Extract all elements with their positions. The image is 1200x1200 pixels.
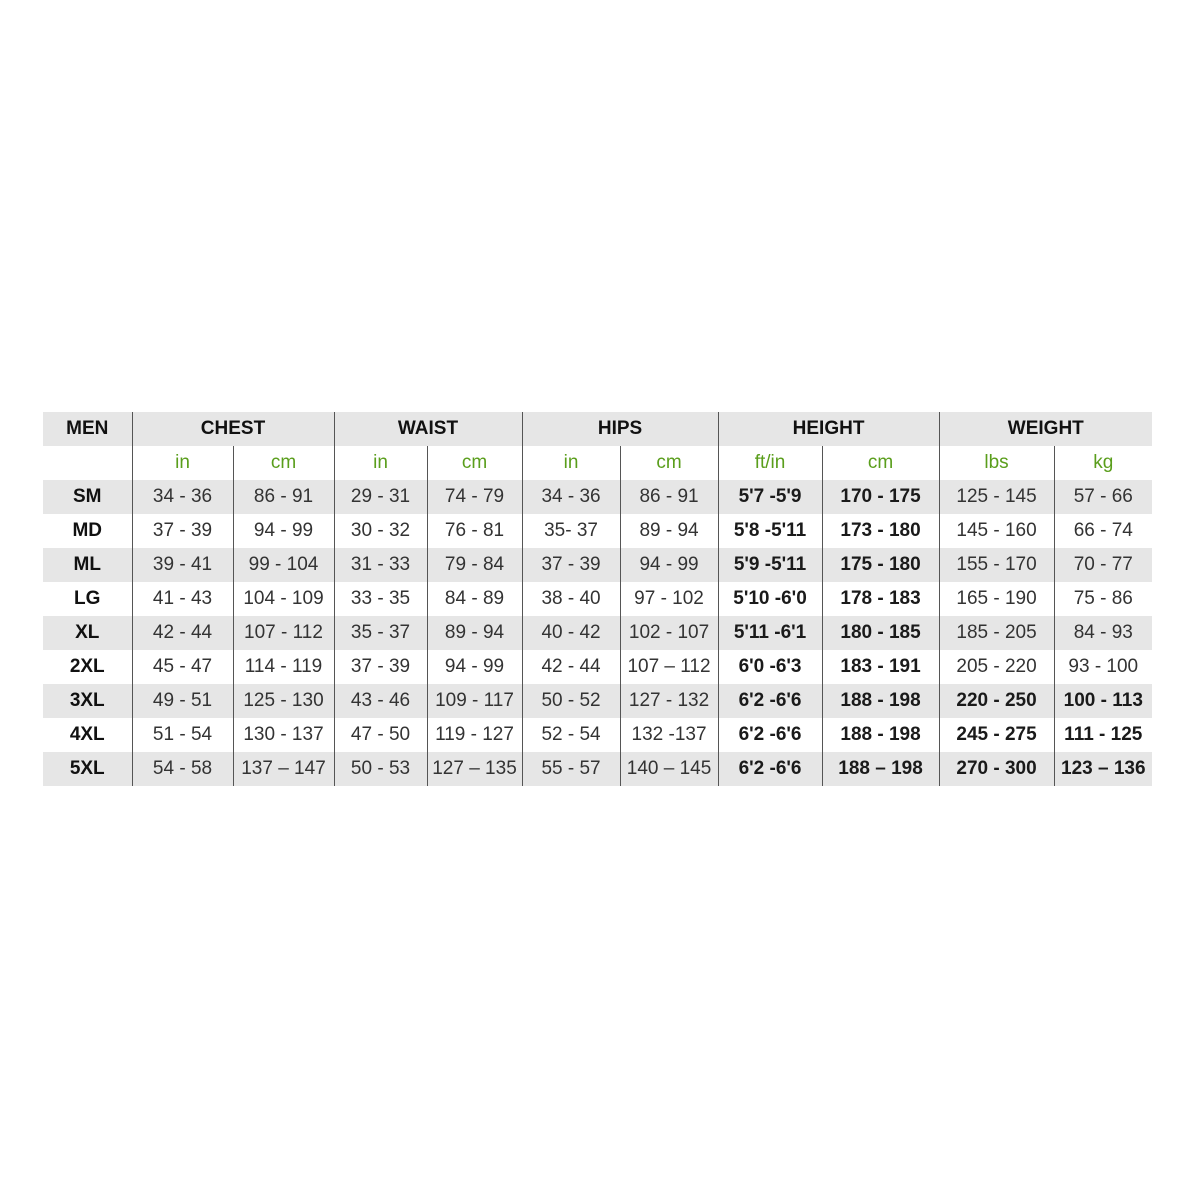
unit-cell: in	[522, 446, 620, 480]
size-label: SM	[43, 480, 132, 514]
size-value-cell: 94 - 99	[620, 548, 718, 582]
size-value-cell: 37 - 39	[334, 650, 427, 684]
size-value-cell: 188 – 198	[822, 752, 939, 786]
size-value-cell: 84 - 89	[427, 582, 522, 616]
size-value-cell: 42 - 44	[132, 616, 233, 650]
size-value-cell: 39 - 41	[132, 548, 233, 582]
unit-cell: kg	[1054, 446, 1152, 480]
size-value-cell: 170 - 175	[822, 480, 939, 514]
size-value-cell: 125 - 130	[233, 684, 334, 718]
size-value-cell: 52 - 54	[522, 718, 620, 752]
unit-cell: in	[132, 446, 233, 480]
size-value-cell: 34 - 36	[522, 480, 620, 514]
size-value-cell: 55 - 57	[522, 752, 620, 786]
size-value-cell: 66 - 74	[1054, 514, 1152, 548]
size-label: 3XL	[43, 684, 132, 718]
men-header: MEN	[43, 412, 132, 446]
size-label: 4XL	[69, 724, 105, 745]
size-value-cell: 43 - 46	[334, 684, 427, 718]
size-value-cell: 49 - 51	[132, 684, 233, 718]
size-value-cell: 107 – 112	[620, 650, 718, 684]
size-value-cell: 79 - 84	[427, 548, 522, 582]
size-value-cell: 178 - 183	[822, 582, 939, 616]
unit-cell: cm	[427, 446, 522, 480]
size-value-cell: 30 - 32	[334, 514, 427, 548]
size-value-cell: 29 - 31	[334, 480, 427, 514]
size-value-cell: 50 - 53	[334, 752, 427, 786]
waist-header: WAIST	[334, 412, 522, 446]
size-value-cell: 180 - 185	[822, 616, 939, 650]
size-value-cell: 100 - 113	[1054, 684, 1152, 718]
size-value-cell: 45 - 47	[132, 650, 233, 684]
size-value-cell: 5'8 -5'11	[718, 514, 822, 548]
size-value-cell: 123 – 136	[1054, 752, 1152, 786]
size-value-cell: 102 - 107	[620, 616, 718, 650]
size-value-cell: 38 - 40	[522, 582, 620, 616]
size-value-cell: 119 - 127	[427, 718, 522, 752]
unit-cell: in	[334, 446, 427, 480]
size-value-cell: 93 - 100	[1054, 650, 1152, 684]
size-value-cell: 104 - 109	[233, 582, 334, 616]
size-value-cell: 70 - 77	[1054, 548, 1152, 582]
size-value-cell: 183 - 191	[822, 650, 939, 684]
size-row	[43, 718, 1152, 752]
height-header: HEIGHT	[718, 412, 939, 446]
size-value-cell: 130 - 137	[233, 718, 334, 752]
size-value-cell: 33 - 35	[334, 582, 427, 616]
size-value-cell: 40 - 42	[522, 616, 620, 650]
unit-cell: lbs	[939, 446, 1054, 480]
size-value-cell: 127 - 132	[620, 684, 718, 718]
size-value-cell: 220 - 250	[939, 684, 1054, 718]
size-value-cell: 5'11 -6'1	[718, 616, 822, 650]
size-value-cell: 111 - 125	[1054, 718, 1152, 752]
size-value-cell: 35- 37	[522, 514, 620, 548]
size-value-cell: 188 - 198	[822, 718, 939, 752]
size-row	[43, 514, 1152, 548]
size-value-cell: 57 - 66	[1054, 480, 1152, 514]
unit-cell: cm	[233, 446, 334, 480]
size-value-cell: 132 -137	[620, 718, 718, 752]
units-row	[43, 446, 1152, 480]
size-value-cell: 50 - 52	[522, 684, 620, 718]
size-value-cell: 54 - 58	[132, 752, 233, 786]
size-value-cell: 175 - 180	[822, 548, 939, 582]
size-value-cell: 84 - 93	[1054, 616, 1152, 650]
header-row	[43, 412, 1152, 446]
size-value-cell: 34 - 36	[132, 480, 233, 514]
size-value-cell: 205 - 220	[939, 650, 1054, 684]
size-value-cell: 165 - 190	[939, 582, 1054, 616]
size-value-cell: 127 – 135	[427, 752, 522, 786]
size-chart-table	[43, 412, 1152, 786]
size-value-cell: 5'9 -5'11	[718, 548, 822, 582]
size-value-cell: 6'2 -6'6	[718, 752, 822, 786]
size-value-cell: 41 - 43	[132, 582, 233, 616]
size-label: ML	[43, 548, 132, 582]
size-value-cell: 76 - 81	[427, 514, 522, 548]
units-blank-cell	[43, 446, 132, 480]
size-value-cell: 107 - 112	[233, 616, 334, 650]
size-label: XL	[43, 616, 132, 650]
size-value-cell: 94 - 99	[233, 514, 334, 548]
size-row	[43, 616, 1152, 650]
unit-cell: cm	[620, 446, 718, 480]
chest-header: CHEST	[132, 412, 334, 446]
unit-cell: cm	[822, 446, 939, 480]
size-value-cell: 99 - 104	[233, 548, 334, 582]
size-label: 5XL	[43, 752, 132, 786]
size-row	[43, 480, 1152, 514]
size-value-cell: 86 - 91	[620, 480, 718, 514]
size-row	[43, 582, 1152, 616]
size-value-cell: 185 - 205	[939, 616, 1054, 650]
size-value-cell: 173 - 180	[822, 514, 939, 548]
size-value-cell: 6'0 -6'3	[718, 650, 822, 684]
size-value-cell: 97 - 102	[620, 582, 718, 616]
size-value-cell: 109 - 117	[427, 684, 522, 718]
size-value-cell: 42 - 44	[522, 650, 620, 684]
size-value-cell: 47 - 50	[334, 718, 427, 752]
weight-header: WEIGHT	[939, 412, 1152, 446]
hips-header: HIPS	[522, 412, 718, 446]
size-value-cell: 5'10 -6'0	[718, 582, 822, 616]
size-value-cell: 35 - 37	[334, 616, 427, 650]
size-value-cell: 74 - 79	[427, 480, 522, 514]
size-value-cell: 270 - 300	[939, 752, 1054, 786]
size-value-cell: 37 - 39	[132, 514, 233, 548]
size-value-cell: 114 - 119	[233, 650, 334, 684]
size-value-cell: 75 - 86	[1054, 582, 1152, 616]
size-value-cell: 140 – 145	[620, 752, 718, 786]
size-row	[43, 684, 1152, 718]
size-value-cell: 6'2 -6'6	[718, 684, 822, 718]
size-label: 2XL	[69, 656, 105, 677]
size-value-cell: 125 - 145	[939, 480, 1054, 514]
size-row	[43, 650, 1152, 684]
size-row	[43, 752, 1152, 786]
size-label: MD	[72, 520, 103, 541]
size-value-cell: 155 - 170	[939, 548, 1054, 582]
size-value-cell: 245 - 275	[939, 718, 1054, 752]
size-value-cell: 89 - 94	[620, 514, 718, 548]
size-value-cell: 89 - 94	[427, 616, 522, 650]
size-value-cell: 145 - 160	[939, 514, 1054, 548]
size-value-cell: 137 – 147	[233, 752, 334, 786]
size-value-cell: 5'7 -5'9	[718, 480, 822, 514]
size-label: LG	[74, 588, 101, 609]
size-value-cell: 31 - 33	[334, 548, 427, 582]
size-value-cell: 51 - 54	[132, 718, 233, 752]
size-value-cell: 94 - 99	[427, 650, 522, 684]
size-value-cell: 6'2 -6'6	[718, 718, 822, 752]
size-row	[43, 548, 1152, 582]
unit-cell: ft/in	[718, 446, 822, 480]
size-value-cell: 37 - 39	[522, 548, 620, 582]
size-value-cell: 188 - 198	[822, 684, 939, 718]
size-value-cell: 86 - 91	[233, 480, 334, 514]
